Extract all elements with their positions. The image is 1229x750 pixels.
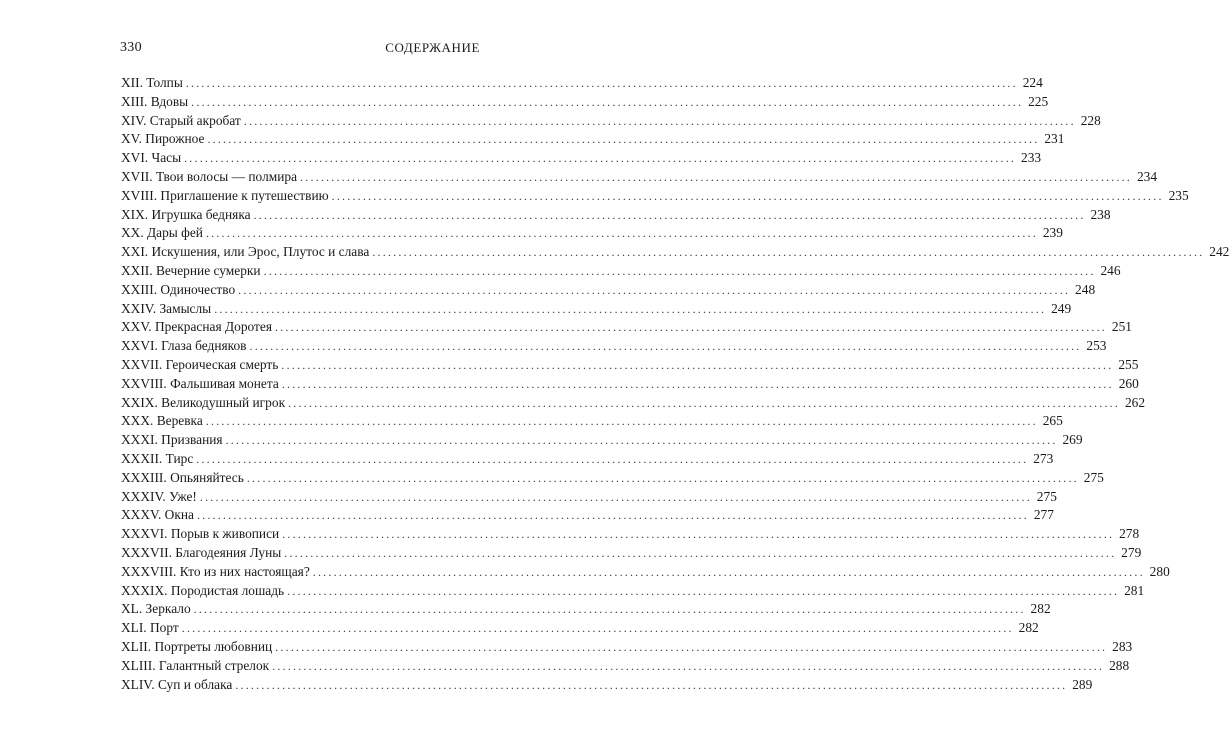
toc-entry	[121, 168, 1158, 187]
toc-entry	[121, 469, 1104, 488]
toc-entry-title: XVII. Твои волосы — полмира	[121, 168, 298, 184]
toc-entry-title: XXXII. Тирс	[121, 450, 194, 466]
toc-entry-title: XXXV. Окна	[121, 507, 194, 523]
toc-entry	[121, 563, 1170, 582]
dot-leader: ................................................................................................................................................................	[235, 677, 1068, 692]
toc-entry-title: XXIII. Одиночество	[121, 281, 236, 297]
dot-leader: ................................................................................................................................................................	[249, 339, 1082, 354]
toc-entry-page: 224	[1022, 75, 1043, 90]
dot-leader: ................................................................................................................................................................	[300, 169, 1133, 184]
toc-entry-page: 262	[1124, 394, 1146, 410]
toc-entry-page: 282	[1030, 601, 1051, 617]
dot-leader: ................................................................................................................................................................	[284, 545, 1117, 560]
dot-leader: ................................................................................................................................................................	[282, 527, 1115, 542]
toc-entry	[121, 149, 1042, 168]
dot-leader: ................................................................................................................................................................	[372, 245, 1205, 260]
toc-entry-title: XXVI. Глаза бедняков	[121, 338, 247, 354]
toc-entry	[121, 281, 1096, 300]
toc-entry-page: 265	[1042, 413, 1063, 429]
toc-entry-title: XVIII. Приглашение к путешествию	[121, 187, 329, 203]
dot-leader: ................................................................................................................................................................	[196, 451, 1029, 466]
toc-entry-page: 288	[1109, 657, 1130, 673]
toc-entry-page: 251	[1111, 319, 1132, 335]
toc-entry-page: 281	[1124, 582, 1145, 598]
toc-entry-title: XL. Зеркало	[121, 601, 191, 617]
toc-entry	[121, 112, 1101, 131]
toc-entry-title: XXXVIII. Кто из них настоящая?	[121, 563, 310, 579]
toc-entry-title: XXIV. Замыслы	[121, 300, 212, 316]
toc-entry	[121, 74, 1043, 93]
toc-entry-title: XX. Дары фей	[121, 225, 203, 241]
toc-entry	[121, 600, 1051, 619]
dot-leader: ................................................................................................................................................................	[281, 357, 1114, 372]
toc-entry-title: XXVII. Героическая смерть	[121, 356, 279, 372]
toc-entry	[121, 657, 1130, 676]
toc-entry	[121, 412, 1063, 431]
toc-entry-title: XII. Толпы	[121, 75, 183, 90]
toc-entry-title: XXXVI. Порыв к живописи	[121, 526, 280, 542]
dot-leader: ................................................................................................................................................................	[199, 489, 1032, 504]
dot-leader: ................................................................................................................................................................	[225, 433, 1058, 448]
toc-entry-page: 246	[1100, 262, 1121, 278]
toc-entry-title: XVI. Часы	[121, 150, 182, 166]
toc-entry-page: 234	[1136, 168, 1158, 184]
dot-leader: ................................................................................................................................................................	[275, 639, 1108, 654]
toc-entry-page: 228	[1080, 112, 1101, 128]
dot-leader: ................................................................................................................................................................	[275, 320, 1107, 335]
toc-entry-page: 239	[1042, 225, 1063, 241]
toc-entry-page: 275	[1083, 469, 1104, 485]
toc-entry-title: XLIV. Суп и облака	[121, 676, 233, 692]
toc-entry	[121, 488, 1057, 507]
toc-entry	[121, 93, 1049, 112]
toc-entry-page: 277	[1033, 507, 1054, 523]
toc-entry	[121, 262, 1121, 281]
toc-entry-page: 231	[1044, 131, 1065, 147]
dot-leader: ................................................................................................................................................................	[181, 621, 1014, 636]
toc-entry-title: XV. Пирожное	[121, 131, 205, 147]
toc-entry-title: XLII. Портреты любовниц	[121, 638, 273, 654]
toc-entry-title: XXXIX. Породистая лошадь	[121, 582, 285, 598]
toc-entry	[121, 224, 1063, 243]
dot-leader: ................................................................................................................................................................	[238, 282, 1071, 297]
toc-entry	[121, 638, 1133, 657]
toc-entry-page: 255	[1118, 356, 1139, 372]
dot-leader: ................................................................................................................................................................	[184, 151, 1017, 166]
toc-entry	[121, 206, 1111, 225]
toc-entry-page: 269	[1062, 432, 1083, 448]
toc-entry-title: XIII. Вдовы	[121, 93, 189, 109]
dot-leader: ................................................................................................................................................................	[191, 94, 1024, 109]
toc-entry	[121, 300, 1072, 319]
dot-leader: ................................................................................................................................................................	[205, 226, 1038, 241]
toc-entry-page: 249	[1051, 300, 1072, 316]
toc-entry	[121, 356, 1139, 375]
toc-entry	[121, 130, 1065, 149]
toc-entry	[121, 582, 1145, 601]
toc-entry	[121, 506, 1054, 525]
toc-entry-title: XIV. Старый акробат	[121, 112, 241, 128]
toc-entry	[121, 375, 1139, 394]
toc-entry-title: XXXVII. Благодеяния Луны	[121, 544, 282, 560]
toc-entry-page: 280	[1149, 563, 1170, 579]
toc-entry-title: XXV. Прекрасная Доротея	[121, 319, 272, 335]
toc-entry-title: XIX. Игрушка бедняка	[121, 206, 251, 222]
toc-entry-page: 242	[1209, 244, 1229, 260]
dot-leader: ................................................................................................................................................................	[312, 564, 1145, 579]
toc-entry-page: 253	[1086, 338, 1107, 354]
toc-entry-page: 282	[1018, 620, 1039, 636]
toc-entry	[121, 337, 1107, 356]
toc-entry	[121, 187, 1189, 206]
toc-entry-page: 289	[1072, 676, 1093, 692]
toc-entry	[121, 394, 1146, 413]
toc-entry-title: XXXIV. Уже!	[121, 488, 197, 504]
table-of-contents	[121, 74, 1229, 694]
toc-entry-page: 238	[1090, 206, 1111, 222]
dot-leader: ................................................................................................................................................................	[331, 188, 1164, 203]
toc-entry-page: 275	[1036, 488, 1057, 504]
toc-entry-title: XXII. Вечерние сумерки	[121, 262, 261, 278]
dot-leader: ................................................................................................................................................................	[205, 414, 1038, 429]
dot-leader: ................................................................................................................................................................	[243, 113, 1076, 128]
page-number: 330	[120, 40, 142, 55]
dot-leader: ................................................................................................................................................................	[288, 395, 1121, 410]
toc-entry-page: 225	[1028, 93, 1049, 109]
toc-entry-page: 260	[1118, 375, 1139, 391]
toc-entry	[121, 243, 1229, 262]
dot-leader: ................................................................................................................................................................	[253, 207, 1086, 222]
toc-entry-page: 279	[1121, 544, 1142, 560]
toc-entry	[121, 318, 1132, 337]
dot-leader: ................................................................................................................................................................	[281, 376, 1114, 391]
dot-leader: ................................................................................................................................................................	[246, 470, 1079, 485]
dot-leader: ................................................................................................................................................................	[207, 132, 1040, 147]
toc-entry-title: XXX. Веревка	[121, 413, 203, 429]
toc-entry-page: 233	[1021, 150, 1042, 166]
dot-leader: ................................................................................................................................................................	[193, 602, 1026, 617]
toc-entry-title: XXIX. Великодушный игрок	[121, 394, 286, 410]
running-head: СОДЕРЖАНИЕ	[385, 40, 480, 55]
toc-entry	[121, 676, 1093, 695]
toc-entry-page: 278	[1119, 526, 1140, 542]
toc-entry-title: XXXIII. Опьяняйтесь	[121, 469, 244, 485]
toc-entry-title: XXVIII. Фальшивая монета	[121, 375, 279, 391]
toc-entry-page: 273	[1033, 450, 1054, 466]
toc-entry-page: 248	[1075, 281, 1096, 297]
toc-entry-page: 235	[1168, 187, 1189, 203]
dot-leader: ................................................................................................................................................................	[214, 301, 1047, 316]
dot-leader: ................................................................................................................................................................	[272, 658, 1105, 673]
toc-entry-title: XXI. Искушения, или Эрос, Плутос и слава	[121, 244, 370, 260]
toc-entry-title: XLIII. Галантный стрелок	[121, 657, 270, 673]
toc-entry	[121, 450, 1054, 469]
dot-leader: ................................................................................................................................................................	[287, 583, 1120, 598]
toc-entry	[121, 619, 1039, 638]
dot-leader: ................................................................................................................................................................	[263, 263, 1096, 278]
toc-entry-page: 283	[1112, 638, 1133, 654]
toc-entry	[121, 525, 1140, 544]
toc-entry	[121, 431, 1083, 450]
dot-leader: ................................................................................................................................................................	[185, 76, 1018, 90]
dot-leader: ................................................................................................................................................................	[196, 508, 1029, 523]
toc-entry-title: XXXI. Призвания	[121, 432, 223, 448]
toc-entry-title: XLI. Порт	[121, 620, 179, 636]
toc-entry	[121, 544, 1142, 563]
